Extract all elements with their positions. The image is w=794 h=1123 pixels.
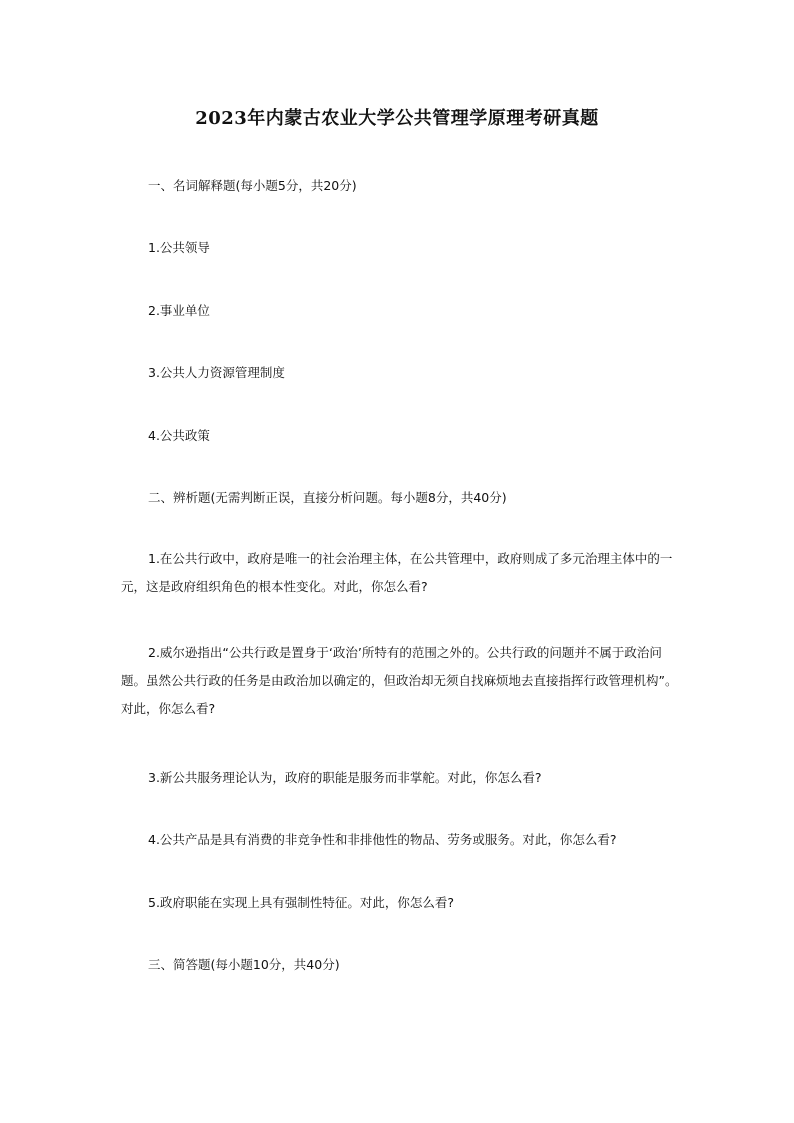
- list-item: 4.公共产品是具有消费的非竞争性和非排他性的物品、劳务或服务。对此，你怎么看?: [148, 832, 617, 847]
- page-title: 2023年内蒙古农业大学公共管理学原理考研真题: [195, 108, 599, 129]
- list-item: 1.在公共行政中，政府是唯一的社会治理主体，在公共管理中，政府则成了多元治理主体中的一元，这是政府组织角色的根本性变化。对此，你怎么看?: [121, 551, 673, 594]
- list-item: 1.公共领导: [148, 240, 210, 255]
- section-heading-2: 二、辨析题(无需判断正误，直接分析问题。每小题8分，共40分): [148, 490, 507, 505]
- section-heading-1: 一、名词解释题(每小题5分，共20分): [148, 178, 357, 193]
- list-item: 3.新公共服务理论认为，政府的职能是服务而非掌舵。对此，你怎么看?: [148, 770, 542, 785]
- list-item: 2.事业单位: [148, 303, 210, 318]
- list-item: 4.公共政策: [148, 428, 210, 443]
- list-item: 5.政府职能在实现上具有强制性特征。对此，你怎么看?: [148, 895, 455, 910]
- list-item: 2.威尔逊指出“公共行政是置身于‘政治’所特有的范围之外的。公共行政的问题并不属于政治问题。虽然公共行政的任务是由政治加以确定的，但政治却无须自找麻烦地去直接指挥行政管理机构”。对此，你怎么看?: [121, 645, 678, 716]
- section-heading-3: 三、简答题(每小题10分，共40分): [148, 957, 340, 972]
- list-item: 3.公共人力资源管理制度: [148, 365, 285, 380]
